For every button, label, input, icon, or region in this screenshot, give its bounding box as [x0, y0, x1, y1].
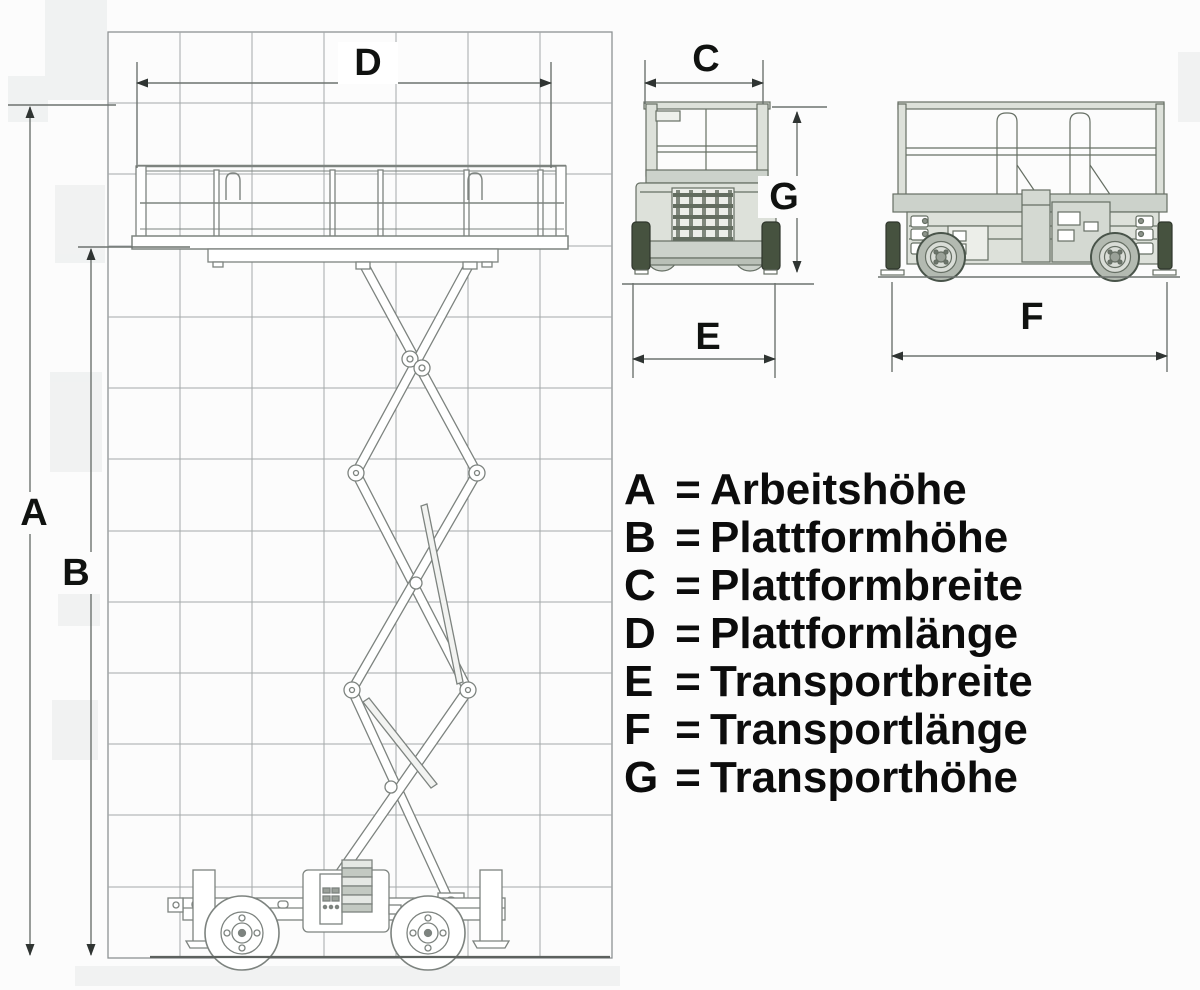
- legend-term: Transporthöhe: [710, 753, 1019, 802]
- dim-label-B: B: [50, 552, 102, 594]
- legend-letter: A: [624, 465, 656, 514]
- legend-letter: B: [624, 513, 656, 562]
- dim-label-D: D: [338, 42, 398, 84]
- legend-equals: =: [675, 609, 701, 658]
- legend-term: Plattformbreite: [710, 561, 1023, 610]
- wheel-left: [205, 896, 279, 970]
- legend-equals: =: [675, 705, 701, 754]
- wheel-right: [391, 896, 465, 970]
- dim-label-C: C: [680, 38, 732, 80]
- legend-equals: =: [675, 753, 701, 802]
- legend-equals: =: [675, 465, 701, 514]
- legend-term: Transportbreite: [710, 657, 1033, 706]
- legend-letter: E: [624, 657, 654, 706]
- legend-term: Transportlänge: [710, 705, 1028, 754]
- legend-equals: =: [675, 513, 701, 562]
- legend-line-F: [624, 706, 1033, 754]
- dim-label-F: F: [1006, 296, 1058, 338]
- legend-line-G: [624, 754, 1033, 802]
- legend-line-B: [624, 514, 1033, 562]
- legend-term: Plattformlänge: [710, 609, 1019, 658]
- chassis-base: [150, 860, 610, 970]
- extended-lift-side-view: [132, 166, 610, 970]
- legend-equals: =: [675, 561, 701, 610]
- legend-line-E: [624, 658, 1033, 706]
- legend-letter: G: [624, 753, 659, 802]
- compact-wheel-right: [1091, 233, 1139, 281]
- compact-lift-side-view: [878, 102, 1180, 281]
- legend: [624, 466, 1033, 802]
- dim-label-A: A: [8, 492, 60, 534]
- legend-line-C: [624, 562, 1033, 610]
- legend-letter: F: [624, 705, 651, 754]
- legend-line-A: [624, 466, 1033, 514]
- legend-term: Plattformhöhe: [710, 513, 1009, 562]
- legend-letter: C: [624, 561, 656, 610]
- legend-term: Arbeitshöhe: [710, 465, 967, 514]
- legend-line-D: [624, 610, 1033, 658]
- dim-label-E: E: [682, 316, 734, 358]
- legend-letter: D: [624, 609, 656, 658]
- compact-wheel-left: [917, 233, 965, 281]
- dim-label-G: G: [758, 176, 810, 218]
- legend-equals: =: [675, 657, 701, 706]
- work-platform: [132, 166, 568, 269]
